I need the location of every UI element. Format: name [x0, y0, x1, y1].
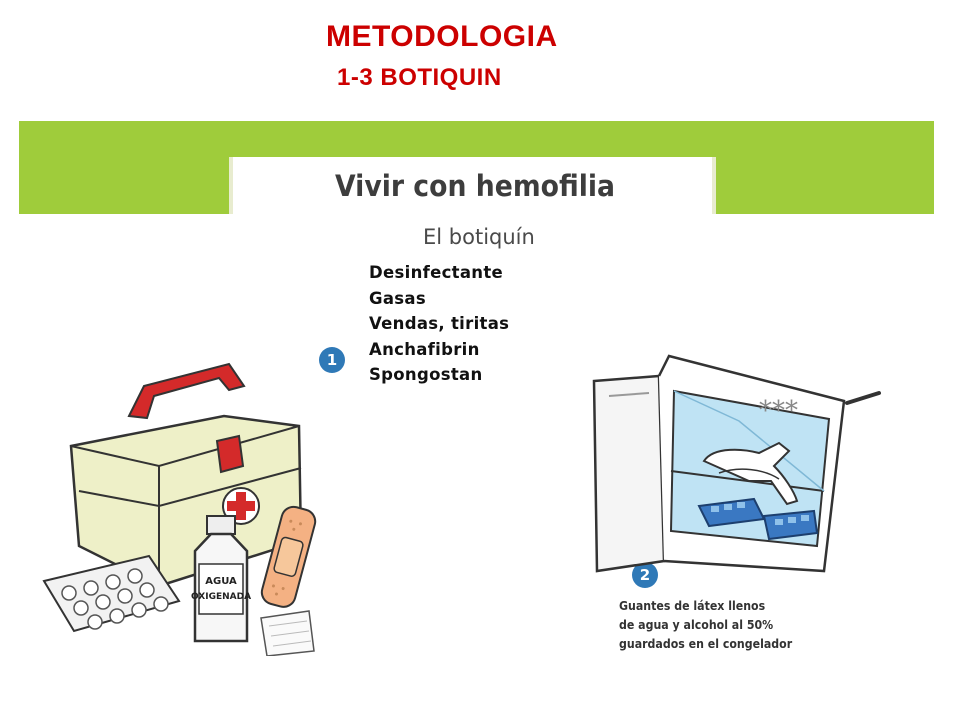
bottle-label-line-2: OXIGENADA: [190, 592, 252, 602]
slide-subtitle: 1-3 BOTIQUIN: [337, 64, 502, 91]
step-2-caption: Guantes de látex llenos de agua y alcohol al 50% guardados en el congelador: [619, 598, 793, 651]
freezer-stars-mark: ***: [759, 396, 798, 426]
bottle-cap-icon: [207, 516, 235, 534]
kit-handle-icon: [129, 364, 244, 418]
freezer-door-icon: [594, 376, 664, 571]
poster-title: Vivir con hemofilia: [335, 169, 616, 203]
step-badge-2: 2: [632, 562, 658, 588]
list-item: Gasas: [369, 288, 426, 308]
kit-latch-icon: [217, 436, 243, 472]
ice-tray-icon: [764, 511, 817, 539]
kit-items-list: [369, 260, 509, 388]
step-badge-1: 1: [319, 347, 345, 373]
slide-title: METODOLOGIA: [326, 20, 558, 53]
bottle-label-line-1: AGUA: [205, 576, 237, 587]
list-item: Spongostan: [369, 365, 483, 384]
list-item: Desinfectante: [369, 263, 504, 282]
kit-box-icon: [71, 416, 301, 586]
first-aid-kit-illustration: [39, 356, 339, 656]
list-item: Vendas, tiritas: [369, 314, 510, 333]
panel-post-right: [712, 157, 716, 214]
poster-subtitle: El botiquín: [423, 225, 535, 249]
freezer-illustration: [579, 341, 899, 591]
poster-image: [19, 121, 934, 720]
list-item: Anchafibrin: [369, 339, 480, 359]
panel-post-left: [229, 157, 233, 214]
